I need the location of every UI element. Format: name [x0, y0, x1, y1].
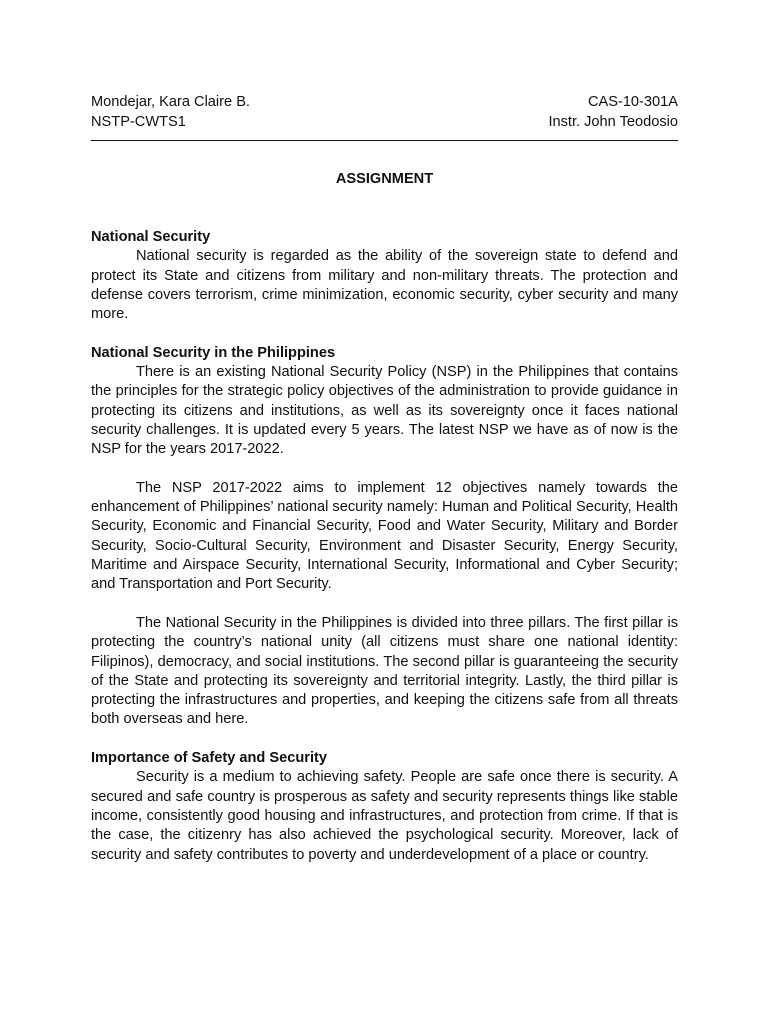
section-national-security-philippines [91, 344, 678, 730]
spacer [91, 460, 678, 479]
header-row-1 [91, 93, 678, 113]
section-national-security [91, 228, 678, 324]
paragraph: National security is regarded as the ability of the sovereign state to defend and protect its State and citizens from military and non-military threats. The protection and defense covers terrorism, crime minimization, economic security, cyber security and many more. [91, 248, 678, 323]
document-body [91, 228, 678, 865]
course-code: NSTP-CWTS1 [91, 113, 186, 130]
paragraph: The NSP 2017-2022 aims to implement 12 objectives namely towards the enhancement of Philippines’ national security namely: Human and Political Security, Health Security, Economic and Financial Security, Food and Water Security, Military and Border Security, Socio-Cultural Security, Environment and Disaster Security, Energy Security, Maritime and Airspace Security, International Security, Informational and Cyber Security; and Transportation and Port Security. [91, 479, 678, 593]
section-heading: National Security in the Philippines [91, 344, 336, 361]
class-section: CAS-10-301A [587, 94, 678, 110]
spacer [91, 595, 678, 614]
instructor-name: Instr. John Teodosio [548, 113, 678, 130]
spacer [91, 730, 678, 749]
header-divider [91, 140, 678, 141]
paragraph: There is an existing National Security Policy (NSP) in the Philippines that contains the principles for the strategic policy objectives of the administration to provide guidance in protecting its citizens and institutions, as well as its sovereignty once it faces national security challenges. It is updated every 5 years. The latest NSP we have as of now is the NSP for the years 2017-2022. [91, 364, 678, 458]
paragraph: The National Security in the Philippines is divided into three pillars. The first pillar is protecting the country’s national unity (all citizens must share one national identity: Filipinos), democracy, and social institutions. The second pillar is guaranteeing the security of the State and protecting its sovereignty and territorial integrity. Lastly, the third pillar is protecting the infrastructures and properties, and keeping the citizens safe from all threats both overseas and here. [91, 614, 678, 728]
paragraph: Security is a medium to achieving safety. People are safe once there is security. A secured and safe country is prosperous as safety and security represents things like stable income, consistently good housing and infrastructures, and protection from crime. If that is the case, the citizenry has also achieved the psychological security. Moreover, lack of security and safety contributes to poverty and underdevelopment of a place or country. [91, 769, 678, 863]
spacer [91, 324, 678, 343]
header-row-2 [91, 113, 678, 133]
section-heading: National Security [91, 229, 211, 245]
student-name: Mondejar, Kara Claire B. [91, 94, 250, 110]
document-title: ASSIGNMENT [335, 171, 434, 187]
section-heading: Importance of Safety and Security [91, 750, 327, 767]
section-importance-safety-security [91, 749, 678, 865]
document-header [91, 93, 678, 132]
